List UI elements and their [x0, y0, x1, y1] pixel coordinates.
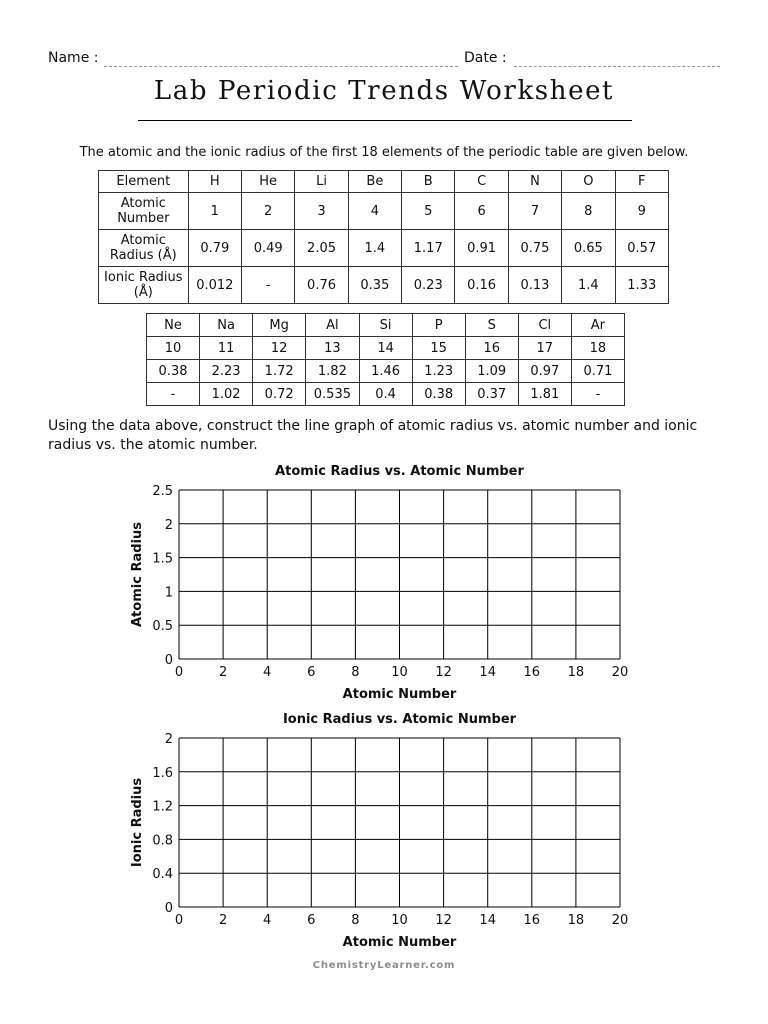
atomic-radius-cell: 0.57: [615, 230, 669, 267]
element-cell: Al: [306, 314, 359, 337]
y-tick-label: 0.8: [152, 833, 173, 849]
date-label: Date :: [464, 50, 507, 66]
date-field[interactable]: [514, 66, 720, 67]
y-tick-label: 2: [164, 732, 173, 747]
ionic-radius-cell: 1.33: [615, 267, 669, 304]
ionic-radius-cell: -: [241, 267, 294, 304]
title-underline: [138, 120, 632, 121]
atomic-radius-cell: 0.65: [562, 230, 615, 267]
x-tick-label: 0: [174, 913, 184, 928]
atomic-number-cell: 3: [295, 193, 348, 230]
element-cell: Li: [295, 171, 348, 193]
y-tick-label: 1.6: [152, 765, 173, 781]
ionic-radius-cell: 0.72: [253, 383, 306, 406]
x-tick-label: 16: [523, 913, 541, 928]
atomic-radius-chart: [0, 455, 768, 705]
atomic-radius-cell: 1.17: [402, 230, 455, 267]
element-cell: Be: [348, 171, 401, 193]
element-cell: Si: [359, 314, 412, 337]
y-tick-label: 0.5: [152, 619, 173, 635]
x-tick-label: 20: [611, 913, 629, 928]
atomic-number-cell: 2: [241, 193, 294, 230]
ionic-radius-cell: 0.012: [188, 267, 241, 304]
x-tick-label: 6: [307, 665, 316, 680]
element-cell: H: [188, 171, 241, 193]
ionic-radius-cell: 0.4: [359, 383, 412, 406]
atomic-radius-cell: 0.71: [571, 360, 624, 383]
y-tick-label: 0.4: [152, 867, 173, 883]
header-atomic-radius: Atomic Radius (Å): [99, 230, 189, 267]
ionic-radius-cell: 0.76: [295, 267, 348, 304]
atomic-radius-cell: 2.23: [200, 360, 253, 383]
worksheet-title: Lab Periodic Trends Worksheet: [153, 76, 615, 106]
atomic-number-cell: 16: [465, 337, 518, 360]
element-table-1: [98, 170, 669, 304]
ionic-radius-cell: -: [571, 383, 624, 406]
x-tick-label: 12: [435, 665, 452, 680]
x-tick-label: 8: [351, 913, 360, 928]
header-element: Element: [99, 171, 189, 193]
x-tick-label: 18: [567, 665, 585, 680]
ionic-radius-chart: [0, 705, 768, 955]
atomic-radius-cell: 0.79: [188, 230, 241, 267]
element-cell: N: [508, 171, 561, 193]
atomic-number-cell: 4: [348, 193, 401, 230]
ionic-radius-cell: 0.16: [455, 267, 508, 304]
chart-title: Ionic Radius vs. Atomic Number: [282, 712, 517, 727]
y-tick-label: 2.5: [152, 484, 173, 499]
element-cell: F: [615, 171, 669, 193]
atomic-radius-cell: 1.4: [348, 230, 401, 267]
element-cell: B: [402, 171, 455, 193]
element-cell: C: [455, 171, 508, 193]
ionic-radius-cell: 0.38: [412, 383, 465, 406]
element-cell: Cl: [518, 314, 571, 337]
atomic-radius-cell: 1.46: [359, 360, 412, 383]
x-axis-label: Atomic Number: [342, 935, 457, 950]
atomic-radius-cell: 1.72: [253, 360, 306, 383]
atomic-number-cell: 8: [562, 193, 615, 230]
atomic-number-cell: 15: [412, 337, 465, 360]
y-tick-label: 0: [164, 653, 173, 668]
ionic-radius-cell: 0.535: [306, 383, 359, 406]
y-tick-label: 0: [164, 901, 173, 916]
atomic-radius-cell: 0.97: [518, 360, 571, 383]
y-axis-label: Ionic Radius: [130, 777, 145, 868]
atomic-number-cell: 12: [253, 337, 306, 360]
x-tick-label: 12: [435, 913, 452, 928]
atomic-number-cell: 11: [200, 337, 253, 360]
x-axis-label: Atomic Number: [342, 687, 457, 702]
atomic-number-cell: 13: [306, 337, 359, 360]
x-tick-label: 16: [523, 665, 541, 680]
y-tick-label: 1.5: [152, 551, 173, 567]
header-atomic-number: Atomic Number: [99, 193, 189, 230]
x-tick-label: 6: [307, 913, 316, 928]
header-ionic-radius: Ionic Radius (Å): [99, 267, 189, 304]
x-tick-label: 0: [174, 665, 184, 680]
atomic-number-cell: 14: [359, 337, 412, 360]
atomic-number-cell: 10: [147, 337, 200, 360]
element-cell: P: [412, 314, 465, 337]
x-tick-label: 4: [263, 913, 272, 928]
x-tick-label: 18: [567, 913, 585, 928]
x-tick-label: 10: [391, 665, 408, 680]
x-tick-label: 14: [479, 665, 496, 680]
x-tick-label: 14: [479, 913, 496, 928]
ionic-radius-cell: 0.13: [508, 267, 561, 304]
name-label: Name :: [48, 50, 99, 66]
atomic-radius-cell: 0.75: [508, 230, 561, 267]
ionic-radius-cell: 1.81: [518, 383, 571, 406]
name-field[interactable]: [104, 66, 458, 67]
ionic-radius-cell: 0.23: [402, 267, 455, 304]
element-cell: Na: [200, 314, 253, 337]
atomic-radius-cell: 2.05: [295, 230, 348, 267]
ionic-radius-cell: 1.4: [562, 267, 615, 304]
chart-title: Atomic Radius vs. Atomic Number: [275, 464, 524, 479]
element-cell: S: [465, 314, 518, 337]
element-cell: O: [562, 171, 615, 193]
atomic-number-cell: 18: [571, 337, 624, 360]
x-tick-label: 2: [218, 665, 228, 680]
atomic-radius-cell: 1.09: [465, 360, 518, 383]
footer-credit: ChemistryLearner.com: [312, 960, 456, 971]
atomic-radius-cell: 0.38: [147, 360, 200, 383]
atomic-radius-cell: 0.91: [455, 230, 508, 267]
atomic-radius-cell: 1.23: [412, 360, 465, 383]
y-tick-label: 1: [164, 585, 173, 601]
atomic-number-cell: 7: [508, 193, 561, 230]
x-tick-label: 2: [218, 913, 228, 928]
element-cell: Ne: [147, 314, 200, 337]
atomic-radius-cell: 1.82: [306, 360, 359, 383]
ionic-radius-cell: 0.35: [348, 267, 401, 304]
y-axis-label: Atomic Radius: [130, 522, 145, 627]
x-tick-label: 8: [351, 665, 360, 680]
ionic-radius-cell: 1.02: [200, 383, 253, 406]
element-cell: He: [241, 171, 294, 193]
intro-text: The atomic and the ionic radius of the first 18 elements of the periodic table are given below.: [79, 145, 689, 160]
atomic-number-cell: 1: [188, 193, 241, 230]
ionic-radius-cell: -: [147, 383, 200, 406]
y-tick-label: 2: [164, 517, 173, 533]
x-tick-label: 4: [263, 665, 272, 680]
atomic-number-cell: 17: [518, 337, 571, 360]
element-cell: Ar: [571, 314, 624, 337]
instructions-text: Using the data above, construct the line graph of atomic radius vs. atomic number and ionic radius vs. the atomic number.: [48, 418, 698, 453]
element-cell: Mg: [253, 314, 306, 337]
x-tick-label: 10: [391, 913, 408, 928]
x-tick-label: 20: [611, 665, 629, 680]
element-table-2: [146, 313, 625, 406]
atomic-number-cell: 6: [455, 193, 508, 230]
atomic-number-cell: 9: [615, 193, 669, 230]
atomic-number-cell: 5: [402, 193, 455, 230]
y-tick-label: 1.2: [152, 799, 173, 815]
atomic-radius-cell: 0.49: [241, 230, 294, 267]
ionic-radius-cell: 0.37: [465, 383, 518, 406]
